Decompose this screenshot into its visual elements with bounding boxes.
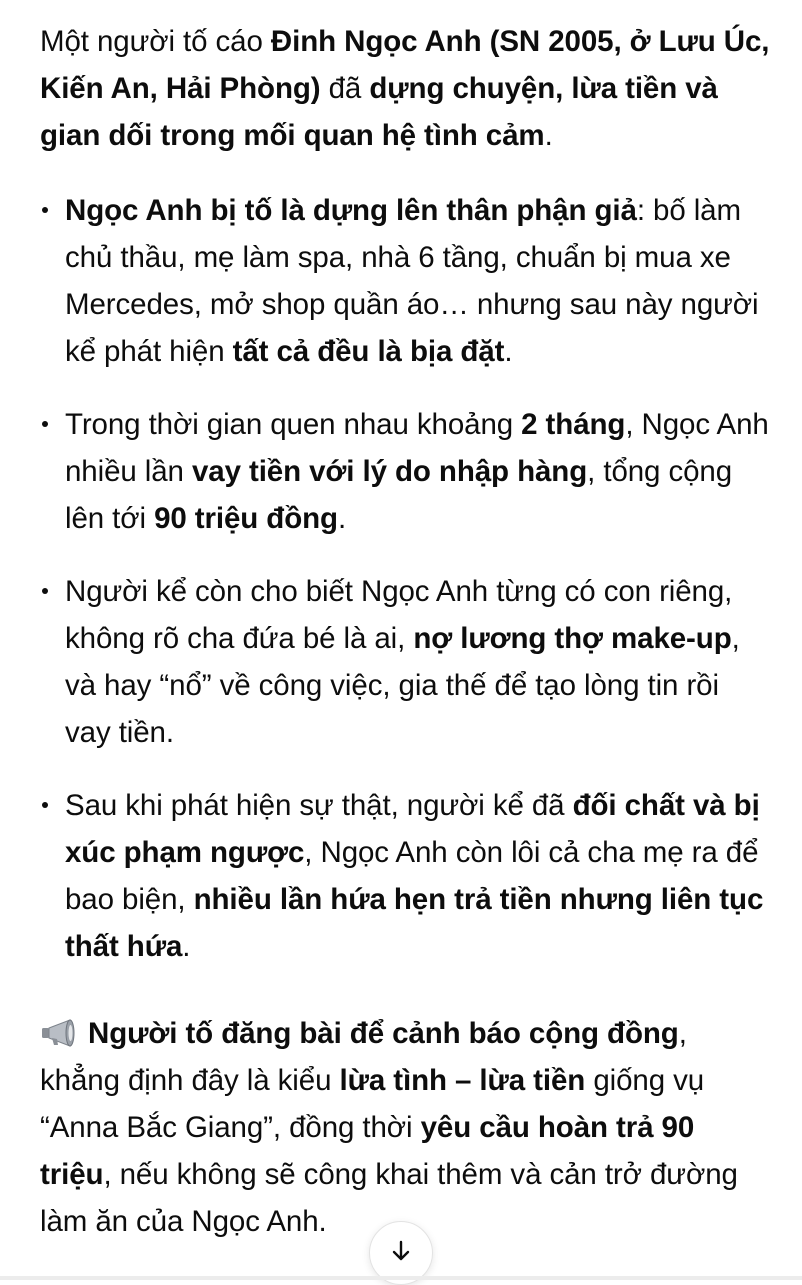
bullet-1-text-1: : bố làm chủ thầu, mẹ làm spa, nhà 6 tầng, chuẩn bị mua xe Mercedes, mở shop quần áo… nhưng sau này người kể phát hiện — [65, 194, 759, 368]
closing-bold-2: lừa tình – lừa tiền — [339, 1064, 586, 1097]
intro-bold-2: dựng chuyện, lừa tiền và gian dối trong mối quan hệ tình cảm — [40, 72, 718, 152]
bullet-2-text-4: . — [337, 502, 347, 535]
message-content — [40, 18, 770, 1245]
list-item — [40, 568, 770, 756]
bullet-2-bold-2: vay tiền với lý do nhập hàng — [191, 455, 588, 488]
closing-bold-1: Người tố đăng bài để cảnh báo cộng đồng — [88, 1017, 679, 1050]
bullet-3-text-1: Người kể còn cho biết Ngọc Anh từng có con riêng, không rõ cha đứa bé là ai, — [65, 575, 733, 655]
bullet-dot — [42, 588, 48, 594]
intro-text-3: . — [544, 119, 553, 152]
bullet-4-text-3: . — [182, 930, 191, 963]
megaphone-icon — [40, 1015, 80, 1045]
bullet-3-text-2: , và hay “nổ” về công việc, gia thế để tạo lòng tin rồi vay tiền. — [65, 622, 740, 749]
bullet-dot — [42, 802, 48, 808]
bullet-4-text-1: Sau khi phát hiện sự thật, người kể đã — [65, 789, 573, 822]
closing-text-3: , nếu không sẽ công khai thêm và cản trở đường làm ăn của Ngọc Anh. — [40, 1158, 738, 1238]
bullet-4-bold-2: nhiều lần hứa hẹn trả tiền nhưng liên tục thất hứa — [65, 883, 764, 963]
intro-text-1: Một người tố cáo — [40, 25, 271, 58]
closing-paragraph — [40, 1010, 770, 1245]
list-item — [40, 187, 770, 375]
bullet-2-text-2: , Ngọc Anh nhiều lần — [65, 408, 769, 488]
bullet-1-bold-1: Ngọc Anh bị tố là dựng lên thân phận giả — [65, 194, 637, 227]
closing-bold-3: yêu cầu hoàn trả 90 triệu — [40, 1111, 695, 1191]
closing-text-2: giống vụ “Anna Bắc Giang”, đồng thời — [40, 1064, 705, 1144]
list-item — [40, 782, 770, 970]
bullet-3-bold-1: nợ lương thợ make-up — [413, 622, 732, 655]
intro-bold-1: Đinh Ngọc Anh (SN 2005, ở Lưu Úc, Kiến An, Hải Phòng) — [40, 25, 770, 105]
bullet-2-bold-3: 90 triệu đồng — [154, 502, 338, 535]
bullet-2-text-1: Trong thời gian quen nhau khoảng — [65, 408, 522, 441]
bullet-2-bold-1: 2 tháng — [521, 408, 626, 441]
bullet-2-text-3: , tổng cộng lên tới — [65, 455, 733, 535]
bullet-dot — [42, 421, 48, 427]
bullet-list — [40, 187, 770, 970]
bullet-4-text-2: , Ngọc Anh còn lôi cả cha mẹ ra để bao biện, — [65, 836, 759, 916]
bullet-4-bold-1: đối chất và bị xúc phạm ngược — [65, 789, 760, 869]
intro-paragraph — [40, 18, 770, 159]
bullet-1-bold-2: tất cả đều là bịa đặt — [232, 335, 505, 368]
list-item — [40, 401, 770, 542]
arrow-down-icon — [389, 1239, 413, 1268]
intro-text-2: đã — [320, 72, 370, 105]
bullet-1-text-2: . — [504, 335, 513, 368]
closing-text-1: , khẳng định đây là kiểu — [40, 1017, 687, 1097]
bottom-divider — [0, 1276, 802, 1280]
bullet-dot — [42, 207, 48, 213]
